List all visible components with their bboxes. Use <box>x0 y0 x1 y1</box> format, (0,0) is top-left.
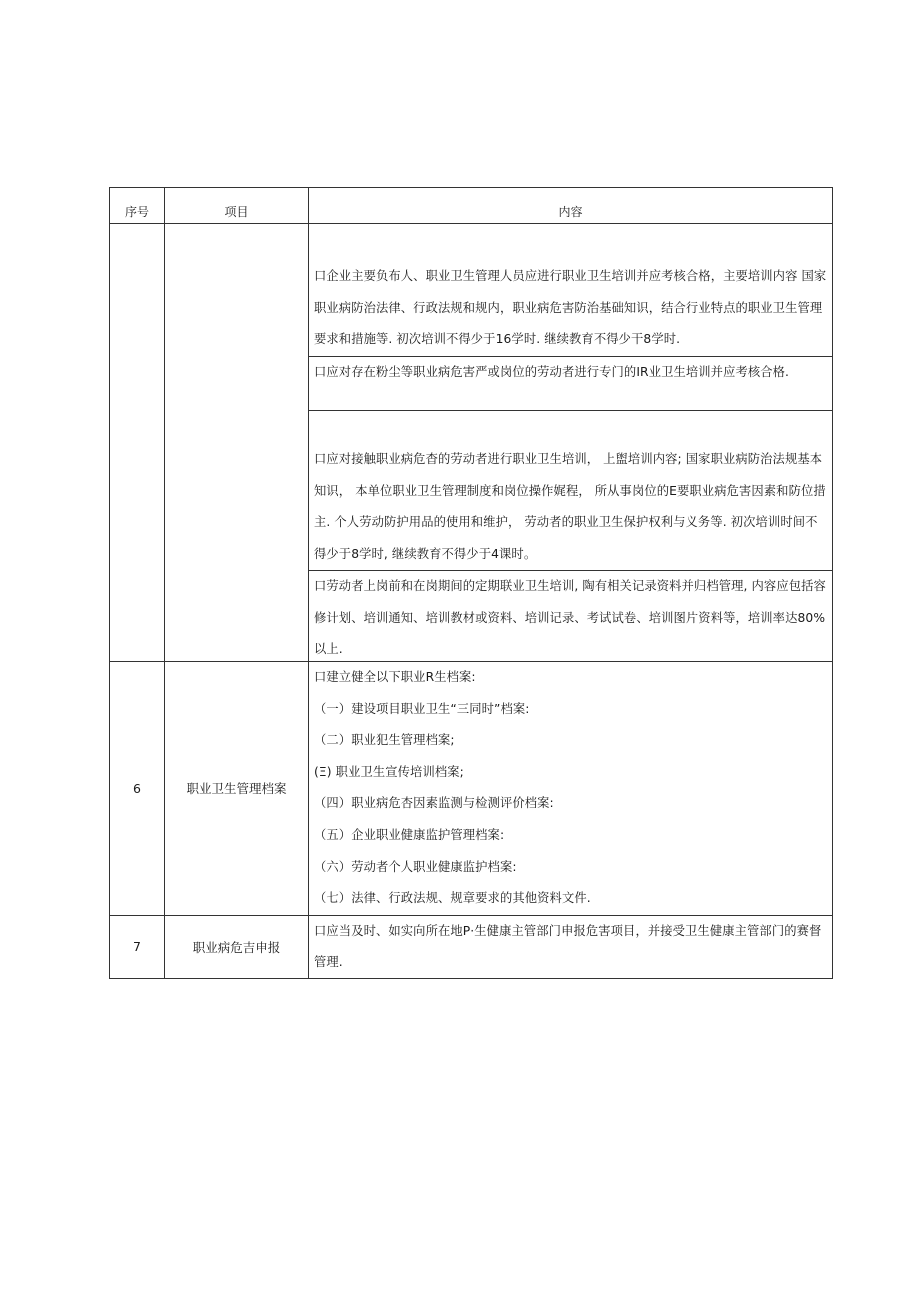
row-content <box>309 915 833 978</box>
row-seq <box>110 224 165 662</box>
row-content <box>309 662 833 916</box>
row-item <box>165 224 309 662</box>
content-text: 口应当及时、如实向所在地P·生健康主管部门申报危害项目，并接受卫生健康主管部门的赛督管理. <box>314 923 822 970</box>
table-row <box>110 662 833 916</box>
content-block <box>309 410 832 570</box>
table-header-row <box>110 188 833 224</box>
content-line: （四）职业病危杏因素监测与检测评价档案: <box>314 796 554 811</box>
header-item: 项目 <box>165 188 309 224</box>
table-row <box>110 224 833 662</box>
content-block <box>309 916 832 978</box>
content-line: （六）劳动者个人职业健康监护档案: <box>314 859 517 874</box>
content-line: (Ξ) 职业卫生宣传培训档案; <box>314 764 464 779</box>
content-text: 口企业主要负布人、职业卫生管理人员应进行职业卫生培训并应考核合格，主要培训内容 国家职业病防治法律、行政法规和规内，职业病危害防治基础知识，结合行业特点的职业卫生管理要求和措施等. 初次培训不得少于16学时. 继续教育不得少干8学时. <box>314 269 827 346</box>
content-block <box>309 224 832 356</box>
content-line: （二）职业犯生管理档案; <box>314 733 455 748</box>
content-line: （五）企业职业健康监护管理档案: <box>314 827 505 842</box>
requirements-table <box>109 187 833 979</box>
content-line: 口建立健全以下职业R生档案: <box>314 670 476 684</box>
header-content: 内容 <box>309 188 833 224</box>
content-block <box>309 356 832 410</box>
content-text: 口应对接触职业病危杳的劳动者进行职业卫生培训， 上盥培训内容; 国家职业病防治法规基本知识， 本单位职业卫生管理制度和岗位操作娓程， 所从事岗位的E要职业病危害因素和防位措主. 个人劳动防护用品的使用和维护， 劳动者的职业卫生保护权利与义务等. 初次培训时间不得少于8学时, 继续教育不得少于4课时。 <box>314 452 826 561</box>
table-row <box>110 915 833 978</box>
content-line: （七）法律、行政法规、规章要求的其他资料文件. <box>314 891 591 906</box>
row-content <box>309 224 833 662</box>
content-line: （一）建设项目职业卫生“三同时”档案: <box>314 701 530 716</box>
content-text: 口劳动者上岗前和在岗期间的定期联业卫生培训, 陶有相关记录资料并归档管理, 内容应包括容修计划、培训通知、培训教材或资料、培训记录、考试试卷、培训图片资料等，培训率达80%以上. <box>314 579 826 656</box>
row-seq: 7 <box>110 915 165 978</box>
content-block <box>309 570 832 661</box>
content-block <box>309 662 832 915</box>
row-seq: 6 <box>110 662 165 916</box>
content-text: 口应对存在粉尘等职业病危害严或岗位的劳动者进行专门的IR业卫生培训并应考核合格. <box>314 365 790 379</box>
row-item: 职业病危吉申报 <box>165 915 309 978</box>
row-item: 职业卫生管理档案 <box>165 662 309 916</box>
header-seq: 序号 <box>110 188 165 224</box>
